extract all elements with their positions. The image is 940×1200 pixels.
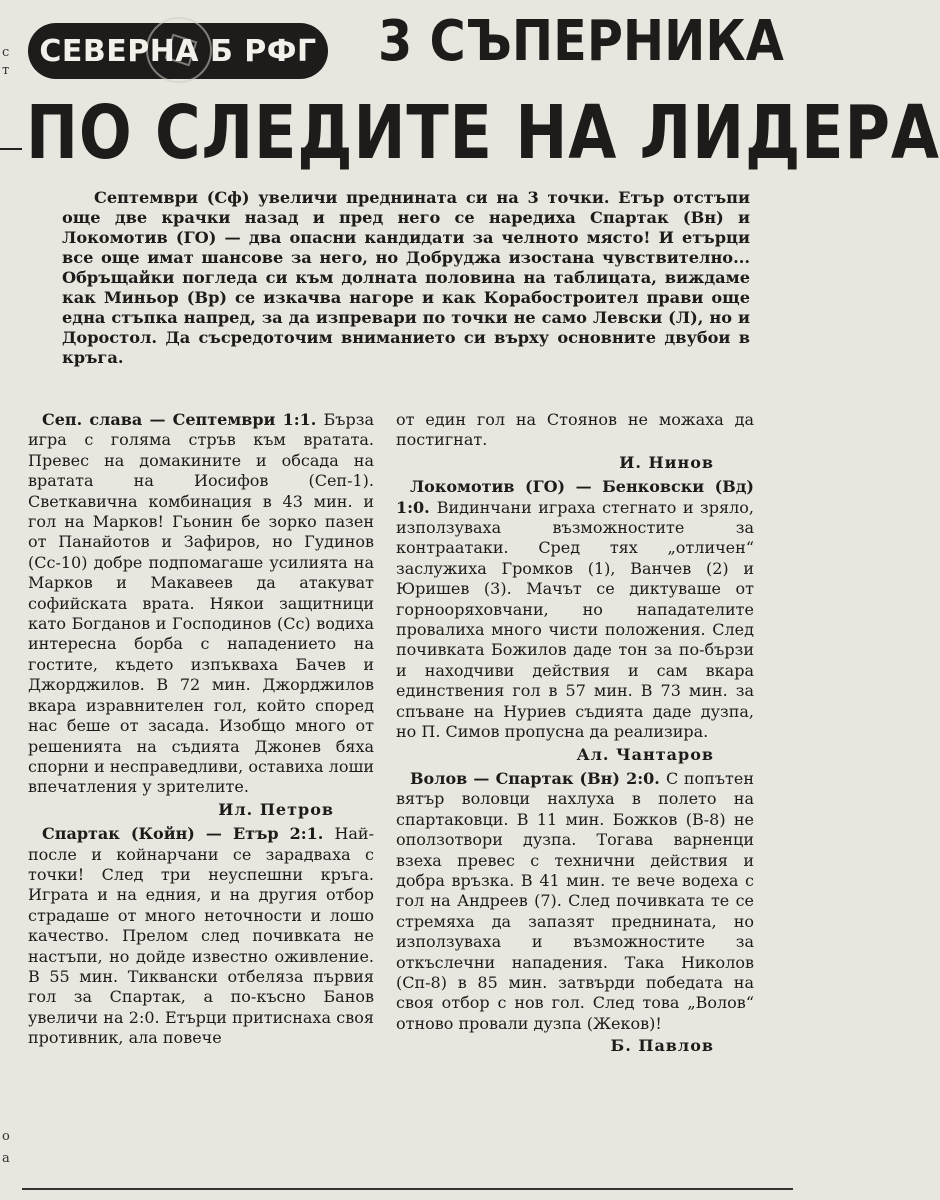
margin-fragment: о	[2, 1129, 10, 1144]
match-text: Видинчани играха стегнато и зряло, използуваха възможностите за контраатаки. Сред тях „отличен“ заслужиха Громков (1), Ванчев (2) и Юришев (3). Мачът се диктуваше от горнооряховчани, но нападателите провалиха много чисти положения. След почивката Божилов даде тон за по-бързи и находчиви действия и сам вкара единствения гол в 57 мин. В 73 мин. за спъване на Нуриев съдията даде дузпа, но П. Симов пропусна да реализира.	[396, 497, 754, 742]
rubric-badge	[28, 23, 328, 79]
headline-line-2: ПО СЛЕДИТЕ НА ЛИДЕРА	[26, 90, 940, 176]
article-column-left	[28, 410, 374, 1049]
column-rule	[0, 148, 22, 150]
match-heading: Волов — Спартак (Вн) 2:0.	[410, 768, 666, 788]
margin-fragment: а	[2, 1151, 10, 1166]
match-report-continuation: от един гол на Стоянов не можаха да постигнат.	[396, 410, 754, 450]
match-report	[28, 410, 374, 798]
match-text: Бърза игра с голяма стръв към вратата. Превес на домакините и обсада на вратата на Иосифов (Сеп-1). Светкавична комбинация в 43 мин. и гол на Марков! Гьонин бе зорко пазен от Панайотов и Зафиров, но Гудинов (Сс-10) добре подпомагаше усилията на Марков и Макавеев да атакуват софийската врата. Някои защитници като Богданов и Господинов (Сс) водиха интересна борба с нападението на гостите, където изпъкваха Бачев и Джорджилов. В 72 мин. Джорджилов вкара изравнителен гол, който според нас беше от засада. Изобщо много от решенията на съдията Джонев бяха спорни и несправедливи, оставиха лоши впечатления у зрителите.	[28, 410, 374, 797]
author-signature: Ил. Петров	[218, 799, 334, 819]
match-report	[396, 477, 754, 742]
margin-fragment: с	[2, 45, 10, 60]
lead-paragraph: Септември (Сф) увеличи преднината си на 3 точки. Етър отстъпи още две крачки назад и пред него се наредиха Спартак (Вн) и Локомотив (ГО) — два опасни кандидати за челното място! И етърци все още имат шансове за него, но Добруджа изостана чувствително... Обръщайки погледа си към долната половина на таблицата, виждаме как Миньор (Вр) се изкачва нагоре и как Корабостроител прави още една стъпка напред, за да изпревари по точки не само Левски (Л), но и Доростол. Да съсредоточим вниманието си върху основните двубои в кръга.	[62, 188, 750, 367]
rubric-label: СЕВЕРНА Б РФГ	[39, 33, 317, 69]
author-signature: И. Нинов	[619, 452, 714, 472]
bottom-rule	[22, 1188, 793, 1190]
author-signature: Б. Павлов	[610, 1036, 714, 1056]
match-text: С попътен вятър воловци нахлуха в полето на спартаковци. В 11 мин. Божков (В-8) не оползотвори дузпа. Тогава варненци взеха превес с технични действия и добра връзка. В 41 мин. те вече водеха с гол на Андреев (7). След почивката те се стремяха да запазят преднината, но използуваха и възможностите за откъслечни нападения. Така Николов (Сп-8) в 85 мин. затвърди победата на своя отбор с нов гол. След това „Волов“ отново провали дузпа (Жеков)!	[396, 768, 754, 1033]
match-report	[28, 824, 374, 1048]
author-signature: Ал. Чантаров	[576, 744, 714, 764]
headline-line-1: 3 СЪПЕРНИКА	[378, 9, 784, 74]
match-heading: Спартак (Койн) — Етър 2:1.	[42, 824, 335, 844]
match-heading: Локомотив (ГО) — Бенковски (Вд) 1:0.	[396, 477, 754, 517]
match-heading: Сеп. слава — Септември 1:1.	[42, 410, 324, 429]
article-column-right	[396, 410, 754, 1061]
match-report	[396, 769, 754, 1034]
margin-fragment: т	[2, 63, 10, 78]
match-text: Най-после и койнарчани се зарадваха с точки! След три неуспешни кръга. Играта и на едния, и на другия отбор страдаше от много неточности и лошо качество. Прелом след почивката не настъпи, но дойде известно оживление. В 55 мин. Тиквански отбеляза първия гол за Спартак, а по-късно Банов увеличи на 2:0. Етърци притиснаха своя противник, ала повече	[28, 824, 374, 1048]
